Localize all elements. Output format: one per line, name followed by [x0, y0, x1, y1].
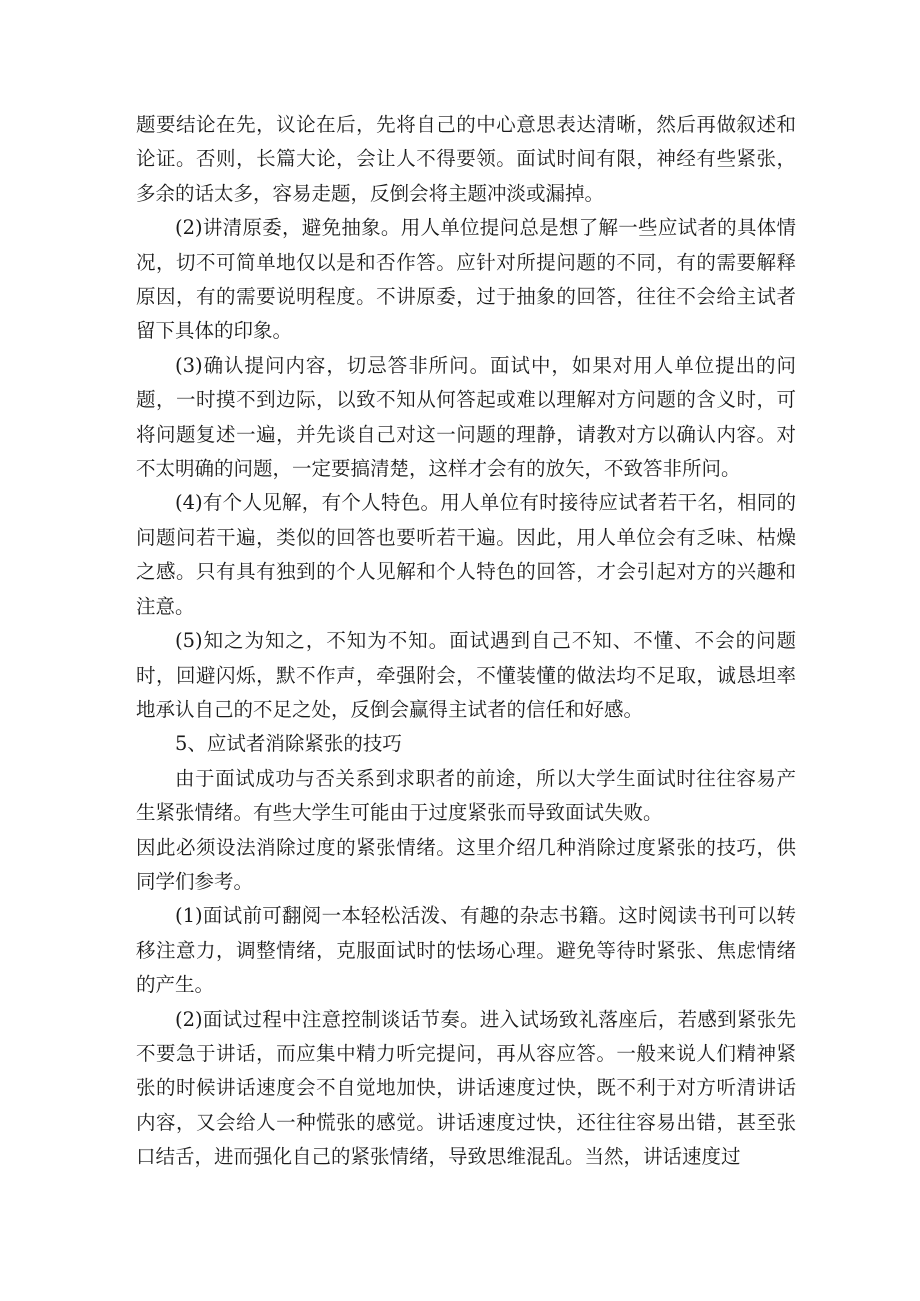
- paragraph-point-5: (5)知之为知之，不知为不知。面试遇到自己不知、不懂、不会的问题时，回避闪烁，默不作声，牵强附会，不懂装懂的做法均不足取，诚恳坦率地承认自己的不足之处，反倒会赢得主试者的信任和好感。: [136, 629, 796, 721]
- paragraph-point-3: (3)确认提问内容，切忌答非所问。面试中，如果对用人单位提出的问题，一时摸不到边际，以致不知从何答起或难以理解对方问题的含义时，可将问题复述一遍，并先谈自己对这一问题的理静，请教对方以确认内容。对不太明确的问题，一定要搞清楚，这样才会有的放矢，不致答非所问。: [136, 353, 796, 481]
- paragraph-intro: 由于面试成功与否关系到求职者的前途，所以大学生面试时往往容易产生紧张情绪。有些大学生可能由于过度紧张而导致面试失败。: [136, 766, 796, 825]
- paragraph-point-2: (2)讲清原委，避免抽象。用人单位提问总是想了解一些应试者的具体情况，切不可简单地仅以是和否作答。应针对所提问题的不同，有的需要解释原因，有的需要说明程度。不讲原委，过于抽象的回答，往往不会给主试者留下具体的印象。: [136, 216, 796, 343]
- document-body: [136, 108, 796, 1175]
- paragraph-intro-continued: 因此必须设法消除过度的紧张情绪。这里介绍几种消除过度紧张的技巧，供同学们参考。: [136, 835, 796, 893]
- paragraph-tip-2: (2)面试过程中注意控制谈话节奏。进入试场致礼落座后，若感到紧张先不要急于讲话，而应集中精力听完提问，再从容应答。一般来说人们精神紧张的时候讲话速度会不自觉地加快，讲话速度过快，既不利于对方听清讲话内容，又会给人一种慌张的感觉。讲话速度过快，还往往容易出错，甚至张口结舌，进而强化自己的紧张情绪，导致思维混乱。当然，讲话速度过: [136, 1007, 796, 1169]
- paragraph-tip-1: (1)面试前可翻阅一本轻松活泼、有趣的杂志书籍。这时阅读书刊可以转移注意力，调整情绪，克服面试时的怯场心理。避免等待时紧张、焦虑情绪的产生。: [136, 904, 796, 997]
- paragraph-point-4: (4)有个人见解，有个人特色。用人单位有时接待应试者若干名，相同的问题问若干遍，类似的回答也要听若干遍。因此，用人单位会有乏味、枯燥之感。只有具有独到的个人见解和个人特色的回答，才会引起对方的兴趣和注意。: [136, 491, 796, 618]
- section-heading: 5、应试者消除紧张的技巧: [175, 732, 402, 756]
- paragraph-continuation: 题要结论在先，议论在后，先将自己的中心意思表达清晰，然后再做叙述和论证。否则，长篇大论，会让人不得要领。面试时间有限，神经有些紧张，多余的话太多，容易走题，反倒会将主题冲淡或漏掉。: [136, 113, 796, 205]
